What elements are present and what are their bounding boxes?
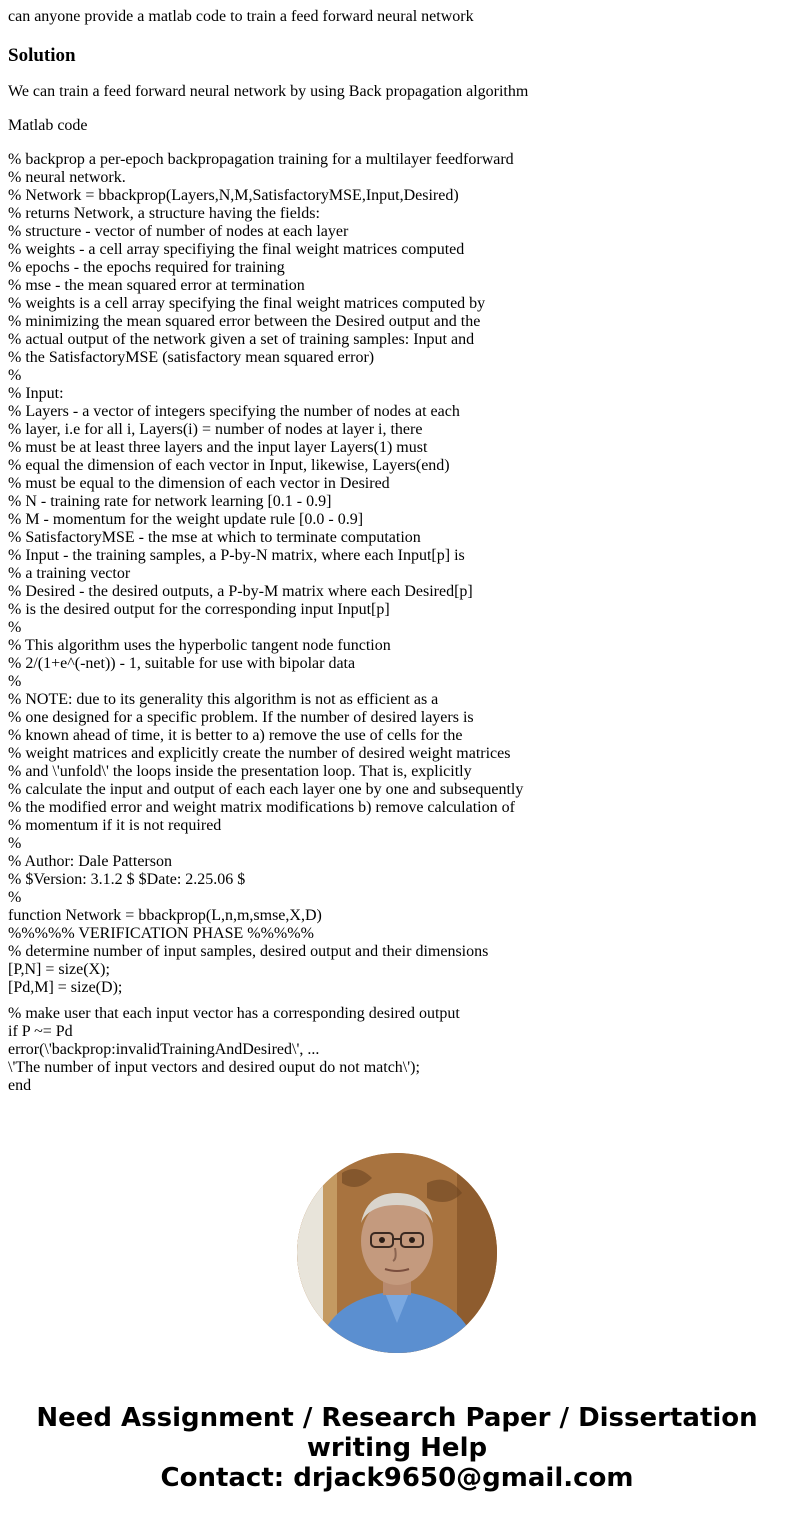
code-line: % — [8, 619, 22, 636]
code-line: % — [8, 889, 22, 906]
code-line: % Layers - a vector of integers specifying the number of nodes at each — [8, 403, 460, 420]
code-line: % — [8, 367, 22, 384]
code-line: % the SatisfactoryMSE (satisfactory mean squared error) — [8, 349, 375, 366]
code-line: % actual output of the network given a set of training samples: Input and — [8, 331, 475, 348]
code-line: end — [8, 1077, 32, 1094]
code-line: % layer, i.e for all i, Layers(i) = number of nodes at layer i, there — [8, 421, 423, 438]
code-line: % returns Network, a structure having the fields: — [8, 205, 320, 222]
code-line: % — [8, 673, 22, 690]
code-line: % a training vector — [8, 565, 131, 582]
code-block-continued — [8, 1005, 786, 1095]
code-line: %%%%% VERIFICATION PHASE %%%%% — [8, 925, 314, 942]
code-line: % Input: — [8, 385, 64, 402]
code-line: % equal the dimension of each vector in Input, likewise, Layers(end) — [8, 457, 450, 474]
code-line: % the modified error and weight matrix modifications b) remove calculation of — [8, 799, 515, 816]
code-line: % structure - vector of number of nodes at each layer — [8, 223, 349, 240]
code-line: % This algorithm uses the hyperbolic tangent node function — [8, 637, 391, 654]
author-portrait-image — [297, 1153, 497, 1353]
code-line: % weights - a cell array specifiying the final weight matrices computed — [8, 241, 465, 258]
code-line: % must be equal to the dimension of each vector in Desired — [8, 475, 390, 492]
code-line: % neural network. — [8, 169, 126, 186]
question-text: can anyone provide a matlab code to train a feed forward neural network — [8, 8, 474, 25]
code-line: % determine number of input samples, desired output and their dimensions — [8, 943, 489, 960]
code-line: % minimizing the mean squared error between the Desired output and the — [8, 313, 481, 330]
code-line: % 2/(1+e^(-net)) - 1, suitable for use with bipolar data — [8, 655, 356, 672]
intro-text: We can train a feed forward neural network by using Back propagation algorithm — [8, 83, 529, 100]
code-line: % Desired - the desired outputs, a P-by-M matrix where each Desired[p] — [8, 583, 473, 600]
code-line: % — [8, 835, 22, 852]
code-block — [8, 151, 786, 997]
code-line: % Author: Dale Patterson — [8, 853, 172, 870]
code-line: % N - training rate for network learning [0.1 - 0.9] — [8, 493, 332, 510]
code-line: % $Version: 3.1.2 $ $Date: 2.25.06 $ — [8, 871, 246, 888]
code-line: % weights is a cell array specifying the final weight matrices computed by — [8, 295, 486, 312]
code-line: % one designed for a specific problem. If the number of desired layers is — [8, 709, 474, 726]
code-line: % must be at least three layers and the input layer Layers(1) must — [8, 439, 428, 456]
code-line: % M - momentum for the weight update rule [0.0 - 0.9] — [8, 511, 364, 528]
code-line: % momentum if it is not required — [8, 817, 222, 834]
promo-banner — [0, 1403, 794, 1493]
promo-line-2: writing Help — [306, 1433, 488, 1463]
code-line: % NOTE: due to its generality this algorithm is not as efficient as a — [8, 691, 439, 708]
code-line: % make user that each input vector has a corresponding desired output — [8, 1005, 460, 1022]
code-line: % is the desired output for the corresponding input Input[p] — [8, 601, 390, 618]
code-line: % and \'unfold\' the loops inside the presentation loop. That is, explicitly — [8, 763, 472, 780]
code-line: \'The number of input vectors and desired ouput do not match\'); — [8, 1059, 420, 1076]
code-line: % backprop a per-epoch backpropagation training for a multilayer feedforward — [8, 151, 514, 168]
promo-line-1: Need Assignment / Research Paper / Dissertation — [36, 1403, 758, 1433]
code-line: % SatisfactoryMSE - the mse at which to terminate computation — [8, 529, 421, 546]
code-line: if P ~= Pd — [8, 1023, 73, 1040]
code-line: % calculate the input and output of each each layer one by one and subsequently — [8, 781, 524, 798]
code-line: [P,N] = size(X); — [8, 961, 110, 978]
code-label: Matlab code — [8, 117, 88, 134]
code-line: % weight matrices and explicitly create the number of desired weight matrices — [8, 745, 511, 762]
code-line: % Network = bbackprop(Layers,N,M,SatisfactoryMSE,Input,Desired) — [8, 187, 459, 204]
code-line: [Pd,M] = size(D); — [8, 979, 123, 996]
code-line: error(\'backprop:invalidTrainingAndDesired\', ... — [8, 1041, 320, 1058]
code-line: % Input - the training samples, a P-by-N matrix, where each Input[p] is — [8, 547, 465, 564]
code-line: % mse - the mean squared error at termination — [8, 277, 305, 294]
code-line: % known ahead of time, it is better to a) remove the use of cells for the — [8, 727, 463, 744]
solution-heading: Solution — [8, 45, 76, 66]
code-line: % epochs - the epochs required for training — [8, 259, 285, 276]
author-avatar — [297, 1153, 497, 1353]
promo-contact: Contact: drjack9650@gmail.com — [160, 1463, 634, 1493]
code-line: function Network = bbackprop(L,n,m,smse,X,D) — [8, 907, 322, 924]
